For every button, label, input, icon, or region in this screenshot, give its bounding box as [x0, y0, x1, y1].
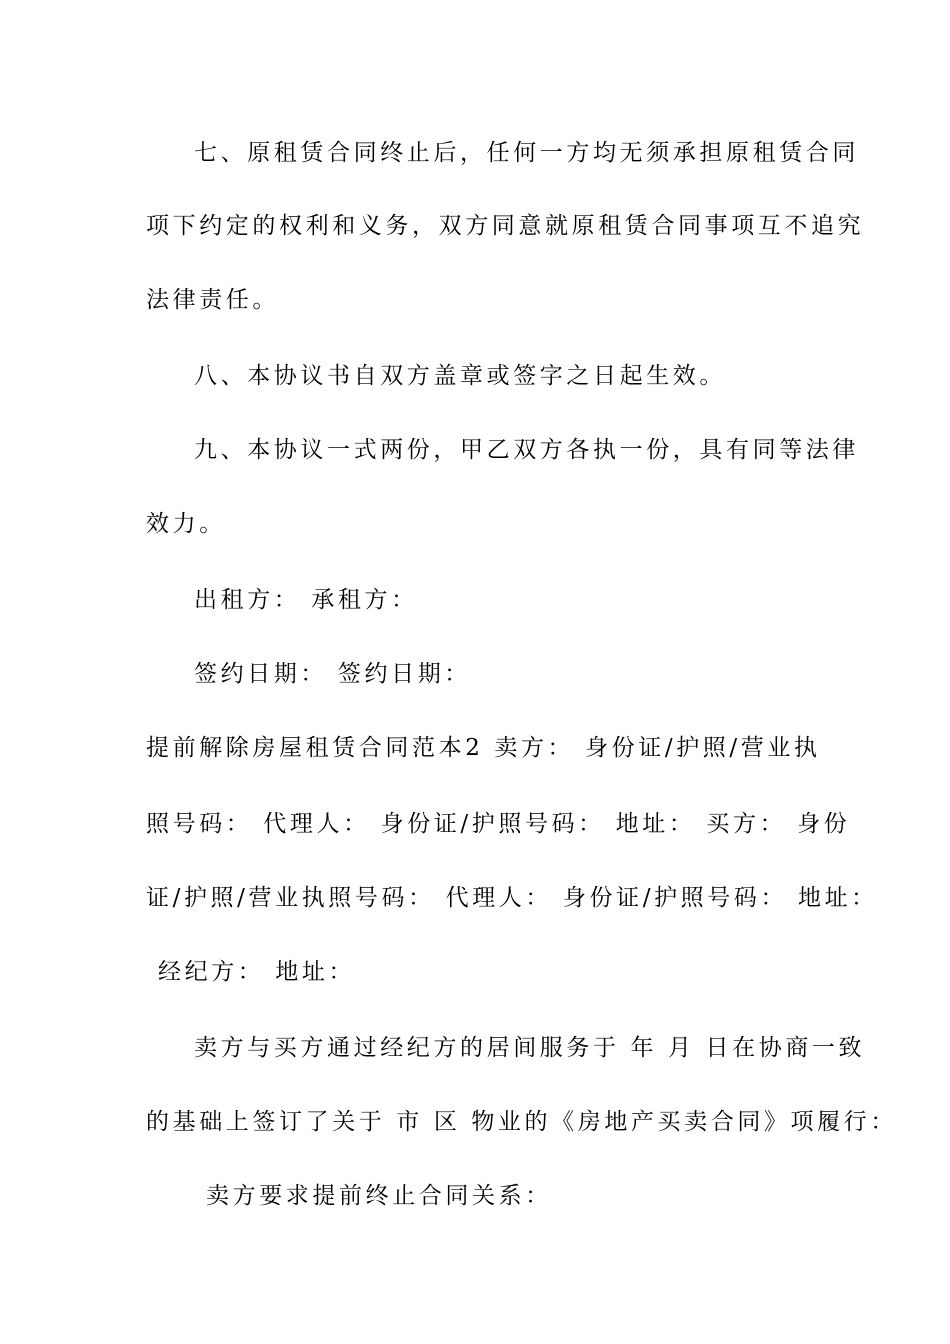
parties-line: 出租方： 承租方： [194, 587, 418, 613]
sample-2-line-3: 证/护照/营业执照号码： 代理人： 身份证/护照号码： 地址： [146, 885, 878, 911]
sample-2-line-2: 照号码： 代理人： 身份证/护照号码： 地址： 买方： 身份 [146, 811, 851, 837]
clause-9-line-2: 效力。 [146, 511, 226, 537]
clause-9-line-1: 九、本协议一式两份，甲乙双方各执一份，具有同等法律 [194, 437, 859, 463]
agreement-line-2: 的基础上签订了关于 市 区 物业的《房地产买卖合同》项履行： [146, 1109, 897, 1135]
clause-8-line-1: 八、本协议书自双方盖章或签字之日起生效。 [194, 363, 726, 389]
clause-7-line-3: 法律责任。 [146, 287, 279, 313]
clause-7-line-2: 项下约定的权利和义务，双方同意就原租赁合同事项互不追究 [146, 213, 865, 239]
sample-2-line-1: 提前解除房屋租赁合同范本2 卖方： 身份证/护照/营业执 [146, 735, 821, 761]
agreement-line-1: 卖方与买方通过经纪方的居间服务于 年 月 日在协商一致 [194, 1035, 866, 1061]
sample-2-line-4: 经纪方： 地址： [158, 959, 356, 985]
signing-dates-line: 签约日期： 签约日期： [194, 661, 471, 687]
termination-request-line: 卖方要求提前终止合同关系： [206, 1183, 552, 1209]
clause-7-line-1: 七、原租赁合同终止后，任何一方均无须承担原租赁合同 [194, 140, 859, 166]
